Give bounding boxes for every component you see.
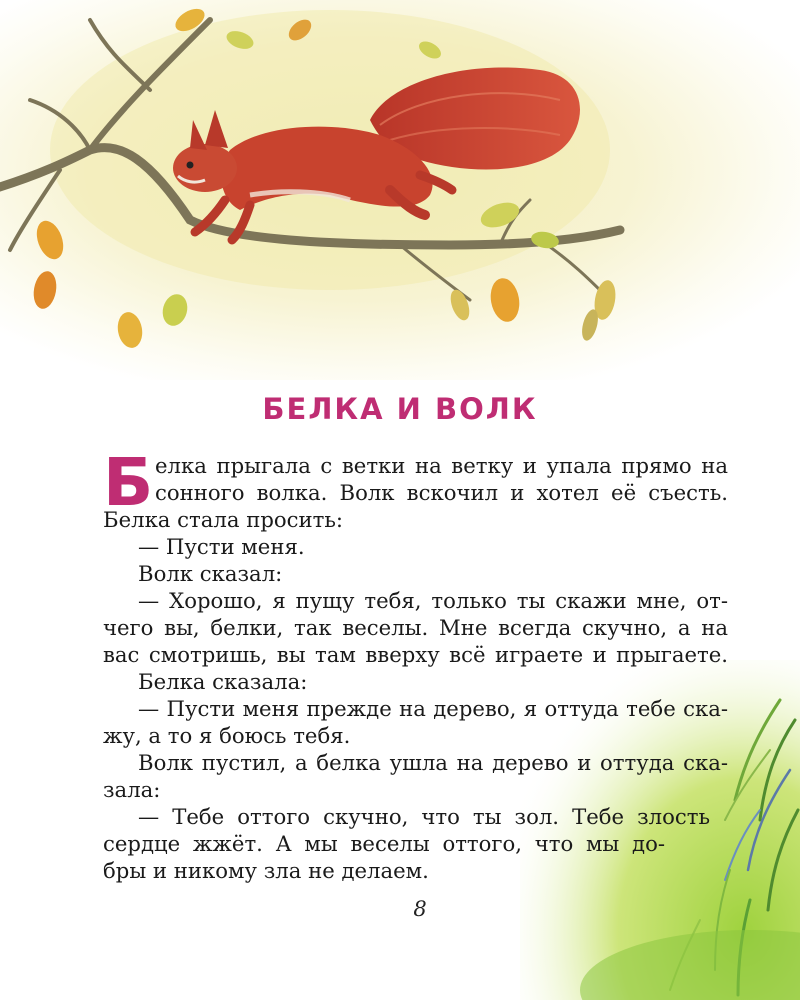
text-line: Белка стала просить: xyxy=(103,507,344,532)
text-line: Волк сказал: xyxy=(138,561,283,586)
text-line: — Пусти меня прежде на дерево, я оттуда тебе ска- xyxy=(138,696,728,721)
illustration-canvas xyxy=(0,0,800,380)
story-title: БЕЛКА И ВОЛК xyxy=(262,392,538,426)
text-line: жу, а то я боюсь тебя. xyxy=(103,723,351,748)
text-line: бры и никому зла не делаем. xyxy=(103,858,429,883)
text-line: сердце жжёт. А мы веселы оттого, что мы до- xyxy=(103,831,665,856)
squirrel-eye xyxy=(187,162,194,169)
drop-cap: Б xyxy=(103,444,154,521)
text-line: — Пусти меня. xyxy=(138,534,305,559)
text-line: — Хорошо, я пущу тебя, только ты скажи мне, от- xyxy=(138,588,728,613)
story-text xyxy=(103,444,728,884)
text-line: елка прыгала с ветки на ветку и упала прямо на xyxy=(155,453,728,478)
squirrel-illustration xyxy=(0,0,800,380)
text-line: Волк пустил, а белка ушла на дерево и оттуда ска- xyxy=(138,750,728,775)
text-line: зала: xyxy=(103,777,161,802)
text-line: Белка сказала: xyxy=(138,669,308,694)
text-line: вас смотришь, вы там вверху всё играете и прыгаете. xyxy=(103,642,728,667)
text-line: чего вы, белки, так веселы. Мне всегда скучно, а на xyxy=(103,615,728,640)
page-number: 8 xyxy=(413,897,427,921)
squirrel-head xyxy=(173,144,237,192)
text-line: сонного волка. Волк вскочил и хотел её съесть. xyxy=(155,480,728,505)
text-line: — Тебе оттого скучно, что ты зол. Тебе злость xyxy=(138,804,710,829)
